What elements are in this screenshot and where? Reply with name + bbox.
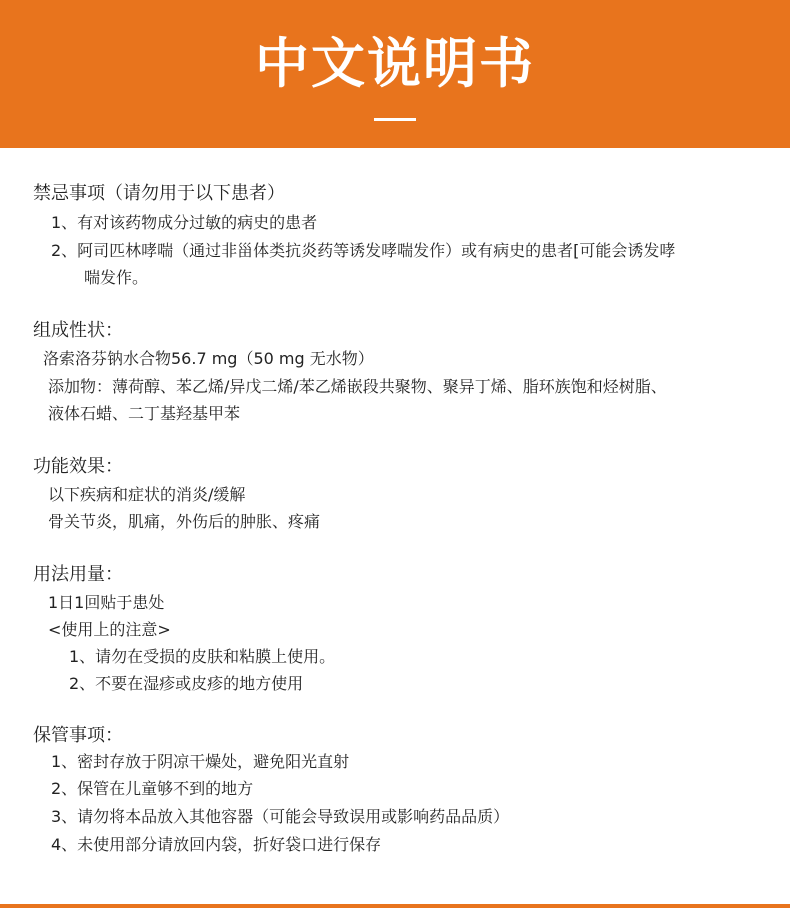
storage-item-2: 2、保管在儿童够不到的地方 xyxy=(51,779,254,798)
usage-caution-item-2: 2、不要在湿疹或皮疹的地方使用 xyxy=(69,674,304,693)
storage-item-3: 3、请勿将本品放入其他容器（可能会导致误用或影响药品品质） xyxy=(51,807,510,826)
usage-caution-item-1: 1、请勿在受损的皮肤和粘膜上使用。 xyxy=(69,647,336,666)
page-title: 中文说明书 xyxy=(255,32,535,95)
contraindication-item-2: 2、阿司匹林哮喘（通过非甾体类抗炎药等诱发哮喘发作）或有病史的患者[可能会诱发哮 xyxy=(51,241,676,260)
section-heading-composition: 组成性状： xyxy=(33,320,123,341)
section-heading-effects: 功能效果： xyxy=(33,456,123,477)
section-heading-storage: 保管事项： xyxy=(33,725,123,746)
contraindication-item-2-continued: 喘发作。 xyxy=(84,268,149,287)
composition-item-2: 添加物：薄荷醇、苯乙烯/异戊二烯/苯乙烯嵌段共聚物、聚异丁烯、脂环族饱和烃树脂、 xyxy=(48,377,667,396)
contraindication-item-1: 1、有对该药物成分过敏的病史的患者 xyxy=(51,213,318,232)
usage-caution-heading: <使用上的注意> xyxy=(48,620,171,639)
section-heading-contraindications: 禁忌事项（请勿用于以下患者） xyxy=(33,183,285,204)
storage-item-1: 1、密封存放于阴凉干燥处，避免阳光直射 xyxy=(51,752,350,771)
effects-item-2: 骨关节炎，肌痛，外伤后的肿胀、疼痛 xyxy=(48,512,321,531)
composition-item-1: 洛索洛芬钠水合物56.7 mg（50 mg 无水物） xyxy=(43,349,374,368)
storage-item-4: 4、未使用部分请放回内袋，折好袋口进行保存 xyxy=(51,835,382,854)
composition-item-2-continued: 液体石蜡、二丁基羟基甲苯 xyxy=(48,404,241,423)
usage-item-1: 1日1回贴于患处 xyxy=(48,593,165,612)
section-heading-usage: 用法用量： xyxy=(33,564,123,585)
bottom-divider xyxy=(0,904,790,908)
effects-item-1: 以下疾病和症状的消炎/缓解 xyxy=(48,485,246,504)
